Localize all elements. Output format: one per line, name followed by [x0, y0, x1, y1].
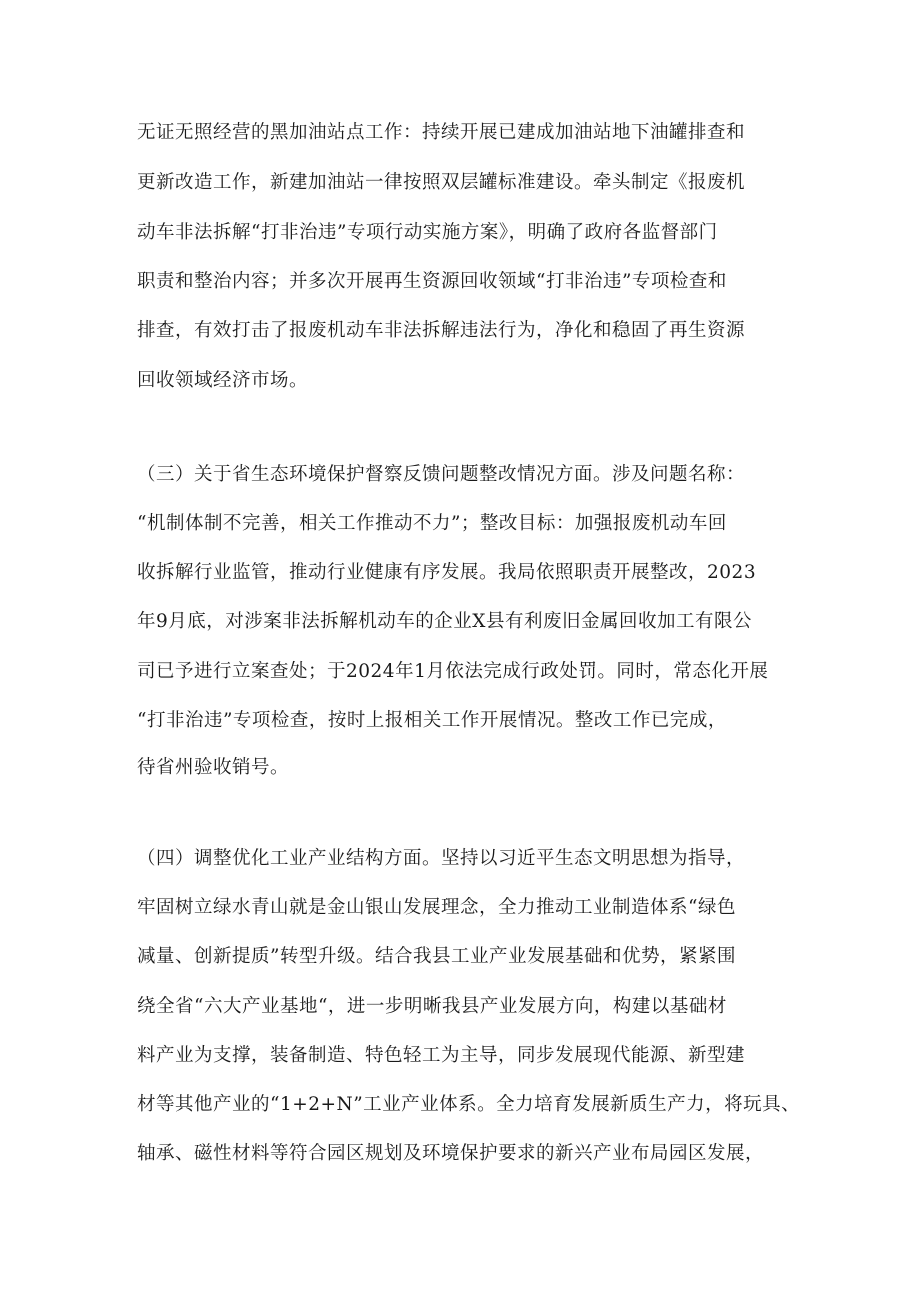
paragraph-line: 无证无照经营的黑加油站点工作：持续开展已建成加油站地下油罐排查和 [137, 122, 746, 143]
paragraph-line: 轴承、磁性材料等符合园区规划及环境保护要求的新兴产业布局园区发展， [137, 1143, 765, 1164]
paragraph-line: 收拆解行业监管，推动行业健康有序发展。我局依照职责开展整改，2023 [137, 562, 757, 583]
paragraph-line: “机制体制不完善，相关工作推动不力”；整改目标：加强报废机动车回 [137, 513, 727, 534]
paragraph-line: 年9月底，对涉案非法拆解机动车的企业X县有利废旧金属回收加工有限公 [137, 611, 752, 632]
paragraph-line: 司已予进行立案查处；于2024年1月依法完成行政处罚。同时，常态化开展 [137, 661, 769, 682]
paragraph-line: 绕全省“六大产业基地“，进一步明晰我县产业发展方向，构建以基础材 [137, 996, 727, 1017]
paragraph-line: “打非治违”专项检查，按时上报相关工作开展情况。整改工作已完成， [137, 710, 727, 731]
paragraph-line: 材等其他产业的“1+2+N”工业产业体系。全力培育发展新质生产力，将玩具、 [137, 1094, 801, 1115]
paragraph-line: 回收领域经济市场。 [137, 370, 309, 391]
paragraph-line: 料产业为支撑，装备制造、特色轻工为主导，同步发展现代能源、新型建 [137, 1045, 746, 1066]
paragraph-line: 牢固树立绿水青山就是金山银山发展理念，全力推动工业制造体系“绿色 [137, 897, 736, 918]
paragraph-line: 待省州验收销号。 [137, 757, 290, 778]
paragraph-line: 更新改造工作，新建加油站一律按照双层罐标准建设。牵头制定《报废机 [137, 172, 746, 193]
paragraph-line: 动车非法拆解“打非治违”专项行动实施方案》，明确了政府各监督部门 [137, 222, 718, 243]
paragraph-line: 排查，有效打击了报废机动车非法拆解违法行为，净化和稳固了再生资源 [137, 320, 746, 341]
paragraph-line: （三）关于省生态环境保护督察反馈问题整改情况方面。涉及问题名称： [137, 464, 746, 485]
paragraph-line: 职责和整治内容；并多次开展再生资源回收领域“打非治违”专项检查和 [137, 271, 727, 292]
paragraph-line: （四）调整优化工业产业结构方面。坚持以习近平生态文明思想为指导， [137, 848, 746, 869]
paragraph-line: 减量、创新提质”转型升级。结合我县工业产业发展基础和优势，紧紧围 [137, 946, 736, 967]
